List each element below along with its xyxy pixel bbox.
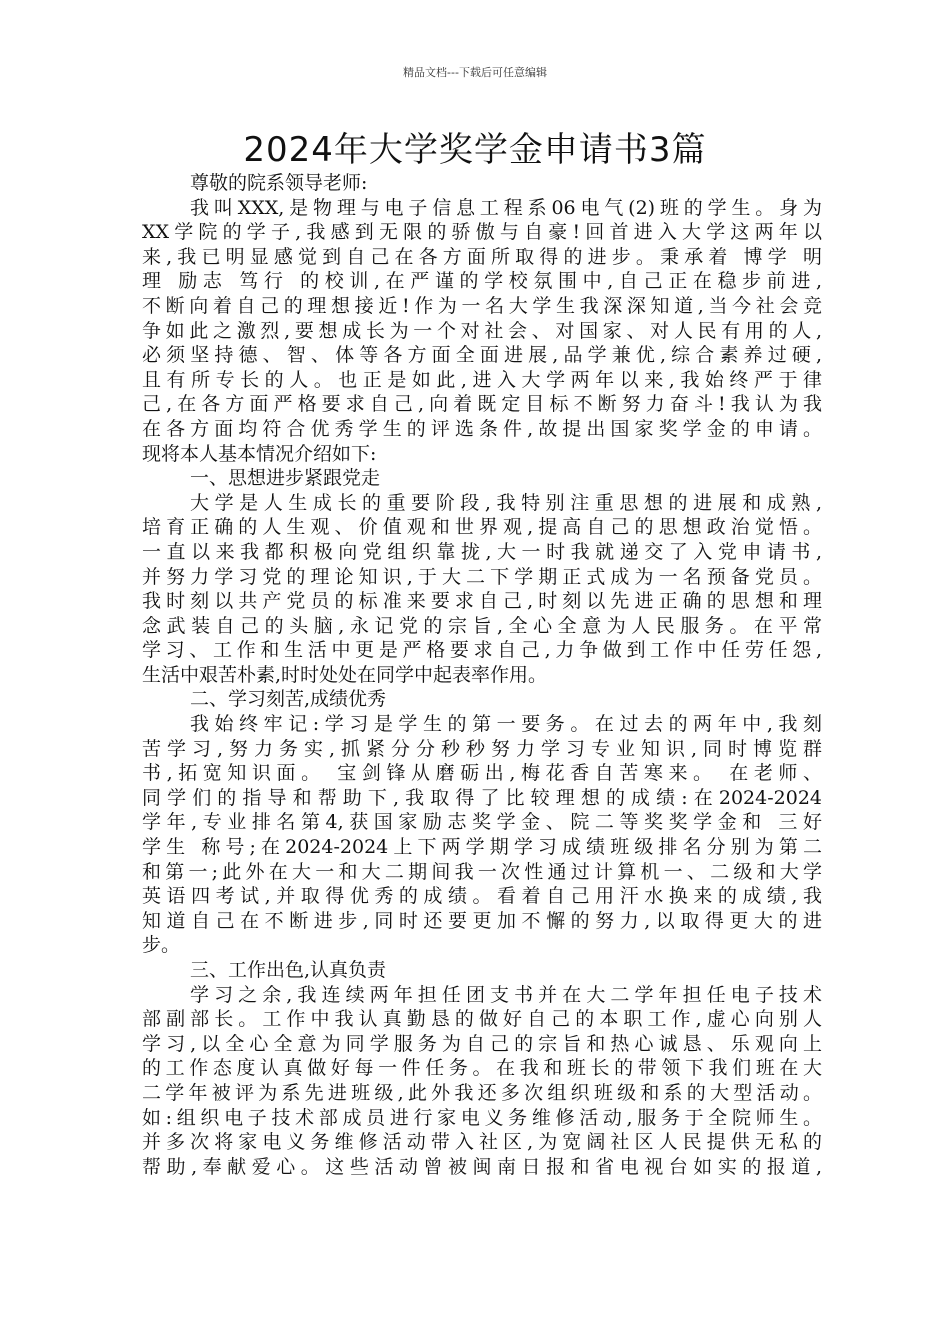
body-line: 己,在各方面严格要求自己,向着既定目标不断努力奋斗!我认为我 <box>142 393 822 416</box>
body-line: 生活中艰苦朴素,时时处处在同学中起表率作用。 <box>142 663 548 686</box>
body-line: 二学年被评为系先进班级,此外我还多次组织班级和系的大型活动。 <box>142 1081 822 1104</box>
body-line: 现将本人基本情况介绍如下: <box>142 442 377 465</box>
document-body <box>142 171 822 1179</box>
body-line: 我始终牢记:学习是学生的第一要务。在过去的两年中,我刻 <box>190 713 822 736</box>
body-line: 来,我已明显感觉到自己在各方面所取得的进步。秉承着 博学 明 <box>142 245 822 268</box>
body-line: 培育正确的人生观、价值观和世界观,提高自己的思想政治觉悟。 <box>142 516 822 539</box>
body-line: 并努力学习党的理论知识,于大二下学期正式成为一名预备党员。 <box>142 565 822 588</box>
body-line: 三、工作出色,认真负责 <box>190 959 387 981</box>
body-line: 帮助,奉献爱心。这些活动曾被闽南日报和省电视台如实的报道, <box>142 1155 822 1178</box>
page-header <box>0 66 950 80</box>
body-line: 学习之余,我连续两年担任团支书并在大二学年担任电子技术 <box>190 983 822 1006</box>
body-line: 二、学习刻苦,成绩优秀 <box>190 688 387 711</box>
body-line: 英语四考试,并取得优秀的成绩。看着自己用汗水换来的成绩,我 <box>142 885 822 908</box>
body-line: 学生 称号;在2024-2024上下两学期学习成绩班级排名分别为第二 <box>142 836 822 859</box>
body-line: 的工作态度认真做好每一件任务。在我和班长的带领下我们班在大 <box>142 1057 822 1080</box>
body-line: 大学是人生成长的重要阶段,我特别注重思想的进展和成熟, <box>190 491 822 514</box>
body-line: 我叫XXX,是物理与电子信息工程系06电气(2)班的学生。身为 <box>190 196 822 219</box>
body-line: 争如此之激烈,要想成长为一个对社会、对国家、对人民有用的人, <box>142 319 822 342</box>
body-line: 念武装自己的头脑,永记党的宗旨,全心全意为人民服务。在平常 <box>142 614 822 637</box>
body-line: 不断向着自己的理想接近!作为一名大学生我深深知道,当今社会竞 <box>142 294 822 317</box>
body-line: XX学院的学子,我感到无限的骄傲与自豪!回首进入大学这两年以 <box>142 221 822 244</box>
body-line: 在各方面均符合优秀学生的评选条件,故提出国家奖学金的申请。 <box>142 417 822 440</box>
body-line: 学年,专业排名第4,获国家励志奖学金、院二等奖奖学金和 三好 <box>142 811 822 834</box>
body-line: 知道自己在不断进步,同时还要更加不懈的努力,以取得更大的进 <box>142 909 822 932</box>
body-line: 必须坚持德、智、体等各方面全面进展,品学兼优,综合素养过硬, <box>142 344 822 367</box>
body-line: 步。 <box>142 934 181 957</box>
body-line: 一、思想进步紧跟党走 <box>190 467 381 490</box>
body-line: 一直以来我都积极向党组织靠拢,大一时我就递交了入党申请书, <box>142 540 822 563</box>
body-line: 如:组织电子技术部成员进行家电义务维修活动,服务于全院师生。 <box>142 1106 822 1129</box>
body-line: 理 励志 笃行 的校训,在严谨的学校氛围中,自己正在稳步前进, <box>142 270 822 293</box>
body-line: 学习、工作和生活中更是严格要求自己,力争做到工作中任劳任怨, <box>142 639 822 662</box>
body-line: 且有所专长的人。也正是如此,进入大学两年以来,我始终严于律 <box>142 368 822 391</box>
body-line: 我时刻以共产党员的标准来要求自己,时刻以先进正确的思想和理 <box>142 590 822 613</box>
body-line: 同学们的指导和帮助下,我取得了比较理想的成绩:在2024-2024 <box>142 786 822 809</box>
page-header-text: 精品文档---下载后可任意编辑 <box>403 66 547 79</box>
body-line: 部副部长。工作中我认真勤恳的做好自己的本职工作,虚心向别人 <box>142 1008 822 1031</box>
body-line: 书,拓宽知识面。 宝剑锋从磨砺出,梅花香自苦寒来。 在老师、 <box>142 762 822 785</box>
document-title: 2024年大学奖学金申请书3篇 <box>243 130 707 170</box>
body-line: 苦学习,努力务实,抓紧分分秒秒努力学习专业知识,同时博览群 <box>142 737 822 760</box>
body-line: 并多次将家电义务维修活动带入社区,为宽阔社区人民提供无私的 <box>142 1131 822 1154</box>
body-line: 尊敬的院系领导老师: <box>190 172 368 194</box>
body-line: 和第一;此外在大一和大二期间我一次性通过计算机一、二级和大学 <box>142 860 822 883</box>
body-line: 学习,以全心全意为同学服务为自己的宗旨和热心诚恳、乐观向上 <box>142 1032 822 1055</box>
